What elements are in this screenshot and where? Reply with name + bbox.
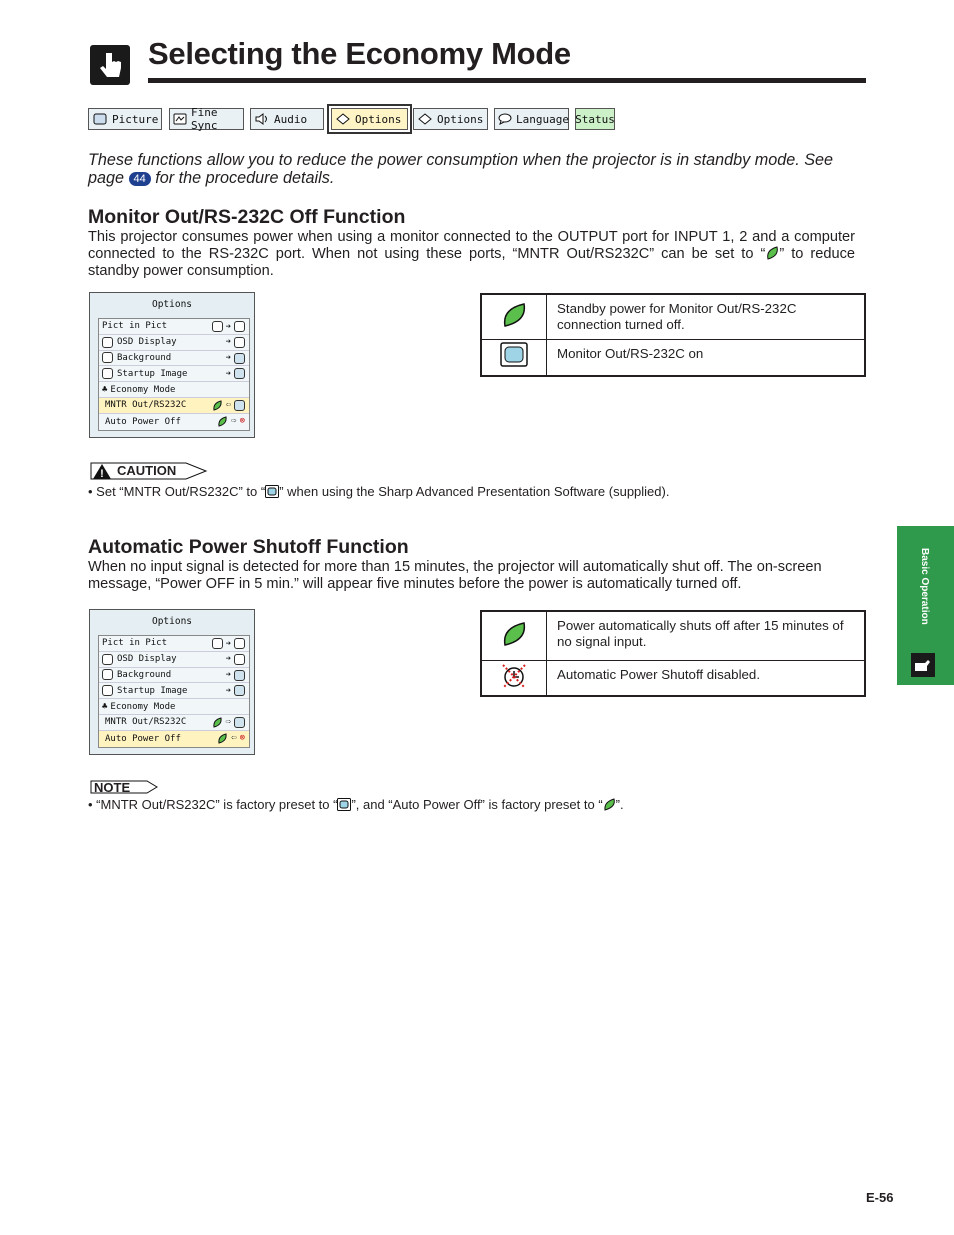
osd-row-label: MNTR Out/RS232C xyxy=(105,400,187,411)
osd-row: Startup Image ➔ xyxy=(99,366,249,382)
caution-label xyxy=(90,462,210,485)
table-row xyxy=(481,340,865,376)
tab-status[interactable] xyxy=(575,108,615,130)
note-text-part: “MNTR Out/RS232C” is factory preset to “ xyxy=(96,797,338,812)
osd-row: MNTR Out/RS232C ⇨ xyxy=(99,715,249,731)
monitor-options-table xyxy=(480,293,866,377)
background-icon xyxy=(102,669,113,680)
osd-row: OSD Display ➔ xyxy=(99,335,249,351)
osd-row: Pict in Pict ➔ xyxy=(99,319,249,335)
fine-sync-icon xyxy=(173,112,187,126)
tab-label: Picture xyxy=(112,112,159,126)
economy-icon: ♣ xyxy=(102,701,108,712)
tab-audio[interactable] xyxy=(250,108,324,130)
osd-row-label: Background xyxy=(117,669,172,680)
page-number: E-56 xyxy=(866,1190,894,1205)
osd-row-label: Pict in Pict xyxy=(102,321,168,332)
caution-text: CAUTION xyxy=(117,463,177,478)
caution-text-part: Set “MNTR Out/RS232C” to “ xyxy=(96,484,266,499)
body-text: This projector consumes power when using a monitor connected to the OUTPUT port for INPUT 1, 2 and a computer connected to the RS-232C port. When not using these ports, “MNTR Out/RS232C” can be set to “ xyxy=(88,229,855,262)
osd-row-label: Background xyxy=(117,352,172,363)
table-cell: Monitor Out/RS-232C on xyxy=(547,340,866,376)
leaf-icon xyxy=(765,246,779,260)
startup-image-icon xyxy=(102,368,113,379)
tab-options-2[interactable] xyxy=(413,108,488,130)
osd-row-label: Startup Image xyxy=(117,685,188,696)
osd-row: Pict in Pict ➔ xyxy=(99,636,249,652)
hand-pointer-icon xyxy=(90,45,130,85)
osd-row: Startup Image ➔ xyxy=(99,683,249,699)
startup-image-icon xyxy=(102,685,113,696)
page-ref-badge[interactable]: 44 xyxy=(129,172,151,186)
osd-row-selected: MNTR Out/RS232C ⇦ xyxy=(99,398,249,414)
table-cell: Power automatically shuts off after 15 minutes of no signal input. xyxy=(547,611,866,660)
section-side-tab xyxy=(897,526,954,685)
note-text-part: ”. xyxy=(615,797,624,812)
auto-body: When no input signal is detected for more than 15 minutes, the projector will automatically shut off. The on-screen message, “Power OFF in 5 min.” will appear five minutes before the power is automatically turned off. xyxy=(88,559,822,592)
intro-text-part: for the procedure details. xyxy=(155,169,335,187)
monitor-icon xyxy=(481,340,547,376)
monitor-body xyxy=(88,229,855,280)
osd-display-icon xyxy=(102,337,113,348)
section-heading-auto: Automatic Power Shutoff Function xyxy=(88,536,409,558)
caution-text-part: ” when using the Sharp Advanced Presentation Software (supplied). xyxy=(279,484,670,499)
osd-row: Background ➔ xyxy=(99,351,249,367)
table-row xyxy=(481,660,865,696)
osd-row-label: Auto Power Off xyxy=(105,416,181,427)
osd-row: Background ➔ xyxy=(99,668,249,684)
osd-row-selected: Auto Power Off ⇦ ⊗ xyxy=(99,731,249,747)
picture-icon xyxy=(92,112,108,126)
osd-menu-screenshot xyxy=(89,292,255,438)
note-text-label: NOTE xyxy=(94,780,131,795)
tab-language[interactable] xyxy=(494,108,569,130)
timer-off-icon xyxy=(481,660,547,696)
table-row xyxy=(481,294,865,340)
note-text-part: ”, and “Auto Power Off” is factory preset to “ xyxy=(351,797,603,812)
table-cell: Automatic Power Shutoff disabled. xyxy=(547,660,866,696)
osd-row-label: MNTR Out/RS232C xyxy=(105,717,187,728)
osd-menu-screenshot xyxy=(89,609,255,755)
osd-row-label: OSD Display xyxy=(117,337,177,348)
osd-row xyxy=(99,699,249,715)
svg-text:!: ! xyxy=(100,468,104,480)
intro-text-part: These functions allow you to reduce the power consumption when the projector is in standby mode. See page xyxy=(88,151,834,187)
page-title: Selecting the Economy Mode xyxy=(148,36,571,71)
tab-label: Options xyxy=(355,112,402,126)
osd-row-label: OSD Display xyxy=(117,654,177,665)
osd-row-label: Pict in Pict xyxy=(102,638,168,649)
tab-fine-sync[interactable] xyxy=(169,108,244,130)
section-heading-monitor: Monitor Out/RS-232C Off Function xyxy=(88,206,406,228)
leaf-icon xyxy=(481,294,547,340)
table-cell: Standby power for Monitor Out/RS-232C connection turned off. xyxy=(547,294,866,340)
tab-label: Options xyxy=(437,112,484,126)
tab-label: Status xyxy=(575,112,615,126)
hand-pointer-icon xyxy=(911,653,935,677)
background-icon xyxy=(102,352,113,363)
speaker-icon xyxy=(254,112,270,126)
tab-picture[interactable] xyxy=(88,108,162,130)
tab-options-1[interactable] xyxy=(331,108,408,130)
osd-row-label: Startup Image xyxy=(117,368,188,379)
speech-bubble-icon xyxy=(498,112,512,126)
title-rule xyxy=(148,78,866,83)
note-bullet: • “MNTR Out/RS232C” is factory preset to “ ”, and “Auto Power Off” is factory preset to “ ”. xyxy=(88,797,624,812)
osd-title: Options xyxy=(151,616,193,627)
options-icon xyxy=(335,112,351,126)
osd-row-label: Economy Mode xyxy=(110,701,176,712)
osd-row-label: Economy Mode xyxy=(110,384,176,395)
osd-row xyxy=(99,382,249,398)
monitor-icon xyxy=(337,798,351,811)
body-text: ” to reduce standby power consumption. xyxy=(88,246,855,279)
osd-title: Options xyxy=(151,299,193,310)
intro-text xyxy=(88,151,868,187)
tab-label: Fine Sync xyxy=(191,106,218,132)
monitor-icon xyxy=(265,485,279,498)
tab-label: Audio xyxy=(274,112,308,126)
osd-row-label: Auto Power Off xyxy=(105,733,181,744)
osd-row: Auto Power Off ⇨ ⊗ xyxy=(105,416,245,427)
caution-bullet: • Set “MNTR Out/RS232C” to “ ” when using the Sharp Advanced Presentation Software (supplied). xyxy=(88,484,670,499)
tab-label: Language xyxy=(516,112,569,126)
leaf-icon xyxy=(603,798,616,811)
options-icon xyxy=(417,112,433,126)
auto-options-table xyxy=(480,610,866,697)
economy-icon: ♣ xyxy=(102,384,108,395)
side-tab-label: Basic Operation xyxy=(919,548,930,625)
leaf-icon xyxy=(481,611,547,660)
table-row xyxy=(481,611,865,660)
osd-row: OSD Display ➔ xyxy=(99,652,249,668)
osd-display-icon xyxy=(102,654,113,665)
